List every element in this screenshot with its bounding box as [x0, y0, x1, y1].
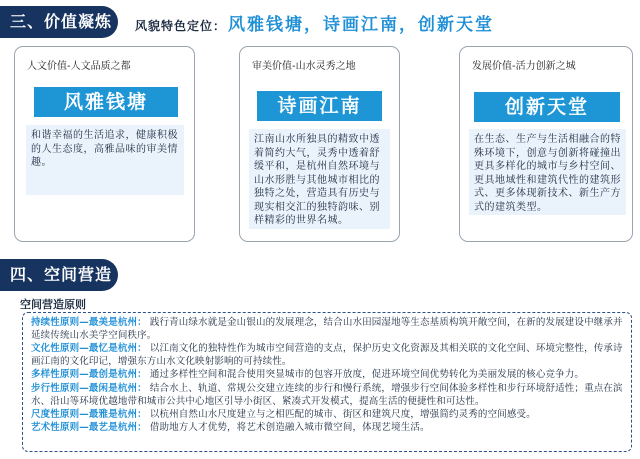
principle-title: 艺术性原则—最艺是杭州： — [31, 422, 147, 434]
style-positioning-tagline — [135, 10, 494, 35]
principle-item — [31, 383, 623, 409]
principle-item — [31, 317, 623, 343]
tagline-value: 风雅钱塘，诗画江南，创新天堂 — [228, 15, 495, 35]
principle-title: 持续性原则—最美是杭州： — [31, 317, 147, 328]
principle-title: 尺度性原则—最雅是杭州： — [31, 408, 147, 420]
value-card-development — [459, 46, 633, 242]
principle-item — [31, 343, 623, 369]
principle-text: 结合水上、轨道、常规公交建立连续的步行和慢行系统，增强步行空间体验多样性和步行环境舒适性；重点在滨水、沿山等环境优越地带和城市公共中心地区引导小街区、紧凑式开发模式，提高生活的便捷性和可达性。 — [31, 382, 623, 407]
principle-item — [31, 369, 623, 382]
principle-text: 践行青山绿水就是金山银山的发展理念，结合山水田园湿地等生态基质构筑开敞空间，在新的发展建设中继承并延续传统山水美学空间秩序。 — [31, 317, 623, 341]
card-keyword-banner: 风雅钱塘 — [34, 87, 178, 117]
principle-title: 步行性原则—最闲是杭州： — [31, 382, 147, 394]
card-description: 江南山水所独具的精致中透着简约大气，灵秀中透着舒缓平和，是杭州自然环境与山水形胜与其他城市相比的独特之处，营造具有历史与现实相交汇的独特韵味、别样精彩的世界名城。 — [249, 129, 390, 229]
principle-text: 以杭州自然山水尺度建立与之相匹配的城市、街区和建筑尺度，增强简约灵秀的空间感受。 — [149, 408, 536, 420]
principle-item — [31, 409, 623, 422]
principles-box — [22, 312, 632, 452]
card-keyword-banner: 诗画江南 — [257, 91, 382, 121]
principle-text: 借助地方人才优势，将艺术创造融入城市微空间，体现艺境生活。 — [149, 422, 430, 434]
card-description: 在生态、生产与生活相融合的特殊环境下，创意与创新将碰撞出更具多样化的城市与乡村空间、更具地域性和建筑代性的建筑形式、更多体现新技术、新生产方式的建筑类型。 — [469, 129, 626, 215]
section-header-space-creation: 四、空间营造 — [0, 259, 118, 291]
section-header-value-refinement: 三、价值凝炼 — [0, 6, 118, 38]
principles-title: 空间营造原则 — [20, 298, 86, 311]
card-description: 和谐幸福的生活追求，健康积极的人生态度，高雅品味的审美情趣。 — [26, 125, 184, 195]
value-card-aesthetic — [239, 46, 400, 242]
principle-text: 通过多样性空间和混合使用突显城市的包容开放度，促进环境空间优势转化为美丽发展的核心竞争力。 — [149, 369, 585, 381]
card-keyword-banner: 创新天堂 — [474, 92, 620, 122]
card-heading: 审美价值-山水灵秀之地 — [252, 61, 356, 72]
principle-item — [31, 422, 623, 435]
principle-title: 文化性原则—最忆是杭州： — [31, 343, 147, 355]
card-heading: 发展价值-活力创新之城 — [472, 61, 576, 72]
card-heading: 人文价值-人文品质之都 — [27, 61, 131, 72]
value-card-humanistic — [14, 46, 195, 242]
principle-text: 以江南文化的独特性作为城市空间营造的支点，保护历史文化资源及其相关联的文化空间、环境完整性，传承诗画江南的文化印记，增强东方山水文化映射影响的可持续性。 — [31, 343, 623, 367]
principle-title: 多样性原则—最创是杭州： — [31, 369, 147, 381]
tagline-label: 风貌特色定位： — [135, 19, 227, 33]
